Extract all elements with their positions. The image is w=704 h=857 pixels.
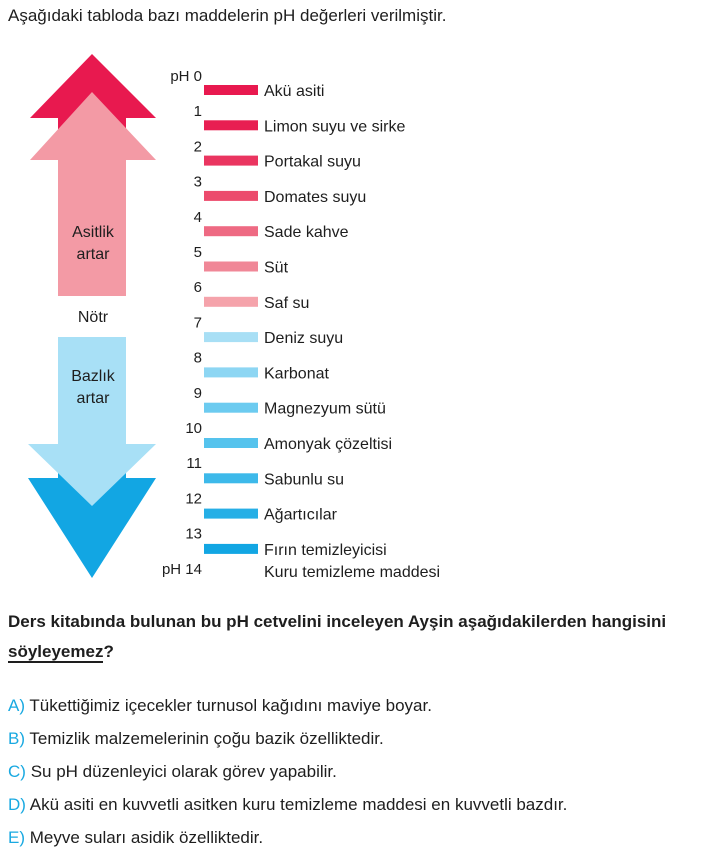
ph-number: 13 bbox=[185, 525, 202, 543]
substance-label: Süt bbox=[264, 259, 289, 277]
ph-number: pH 14 bbox=[161, 560, 202, 578]
ph-bar bbox=[204, 332, 258, 342]
option-letter: C) bbox=[8, 762, 26, 781]
ph-number: pH 0 bbox=[170, 68, 202, 85]
substance-label: Portakal suyu bbox=[264, 153, 361, 171]
question-emphasis: söyleyemez bbox=[8, 642, 104, 661]
ph-number: 11 bbox=[186, 455, 202, 473]
ph-bar bbox=[204, 297, 258, 307]
base-label-line1: Bazlık bbox=[71, 368, 115, 385]
acid-label-line2: artar bbox=[76, 246, 110, 263]
substance-label: Akü asiti bbox=[264, 83, 325, 100]
option-letter: A) bbox=[8, 696, 25, 715]
ph-bar bbox=[204, 367, 258, 377]
substance-label: Magnezyum sütü bbox=[264, 400, 386, 418]
option-text: Meyve suları asidik özelliktedir. bbox=[29, 828, 264, 847]
substance-label: Limon suyu ve sirke bbox=[264, 118, 406, 136]
ph-number: 9 bbox=[193, 384, 202, 402]
ph-number: 6 bbox=[193, 279, 202, 297]
option-letter: E) bbox=[8, 828, 25, 847]
substance-label: Sabunlu su bbox=[264, 471, 345, 489]
substance-label: Amonyak çözeltisi bbox=[264, 436, 393, 453]
substance-label: Karbonat bbox=[264, 365, 329, 383]
option-b[interactable] bbox=[8, 729, 384, 749]
substance-label: Fırın temizleyicisi bbox=[264, 541, 387, 559]
substance-label: Domates suyu bbox=[264, 188, 367, 206]
option-e[interactable] bbox=[8, 828, 263, 848]
ph-bar bbox=[204, 509, 258, 519]
option-text: Tükettiğimiz içecekler turnusol kağıdını maviye boyar. bbox=[29, 696, 432, 715]
ph-bar bbox=[204, 156, 258, 166]
substance-label: Saf su bbox=[264, 294, 310, 312]
ph-number: 10 bbox=[185, 420, 202, 437]
neutral-label: Nötr bbox=[77, 309, 109, 326]
base-label-line2: artar bbox=[76, 390, 110, 407]
option-text: Akü asiti en kuvvetli asitken kuru temizleme maddesi en kuvvetli bazdır. bbox=[29, 795, 568, 814]
ph-bar bbox=[204, 120, 258, 130]
ph-bar bbox=[204, 403, 258, 413]
ph-bar bbox=[204, 473, 258, 483]
ph-number: 3 bbox=[193, 173, 202, 191]
ph-number-column bbox=[162, 68, 202, 578]
substance-sublabel: Kuru temizleme maddesi bbox=[264, 563, 441, 581]
option-d[interactable] bbox=[8, 795, 567, 815]
substance-label: Ağartıcılar bbox=[264, 506, 337, 524]
option-letter: D) bbox=[8, 795, 26, 814]
ph-bar bbox=[204, 438, 258, 448]
option-c[interactable] bbox=[8, 762, 337, 782]
ph-bar bbox=[204, 226, 258, 236]
question-text bbox=[8, 607, 698, 667]
ph-number: 12 bbox=[185, 490, 202, 508]
ph-bar bbox=[204, 262, 258, 272]
substance-label: Deniz suyu bbox=[264, 330, 344, 348]
ph-number: 8 bbox=[193, 349, 202, 367]
ph-number: 4 bbox=[193, 208, 202, 226]
substance-label: Sade kahve bbox=[264, 224, 349, 242]
option-letter: B) bbox=[8, 729, 25, 748]
ph-bar bbox=[204, 85, 258, 95]
question-part2: ? bbox=[103, 642, 114, 661]
intro-text: Aşağıdaki tabloda bazı maddelerin pH değerleri verilmiştir. bbox=[8, 6, 447, 25]
acid-arrow-light bbox=[30, 92, 156, 296]
ph-number: 1 bbox=[193, 103, 202, 121]
ph-number: 2 bbox=[193, 138, 202, 156]
ph-bar bbox=[204, 544, 258, 554]
ph-bar-column bbox=[204, 83, 440, 581]
acid-label-line1: Asitlik bbox=[72, 224, 114, 241]
question-part1: Ders kitabında bulunan bu pH cetvelini inceleyen Ayşin aşağıdakilerden hangisini bbox=[8, 612, 667, 631]
option-text: Su pH düzenleyici olarak görev yapabilir. bbox=[30, 762, 337, 781]
ph-bar bbox=[204, 191, 258, 201]
option-a[interactable] bbox=[8, 696, 432, 716]
ph-number: 5 bbox=[193, 244, 202, 261]
ph-number: 7 bbox=[193, 314, 202, 332]
option-text: Temizlik malzemelerinin çoğu bazik özelliktedir. bbox=[29, 729, 384, 748]
